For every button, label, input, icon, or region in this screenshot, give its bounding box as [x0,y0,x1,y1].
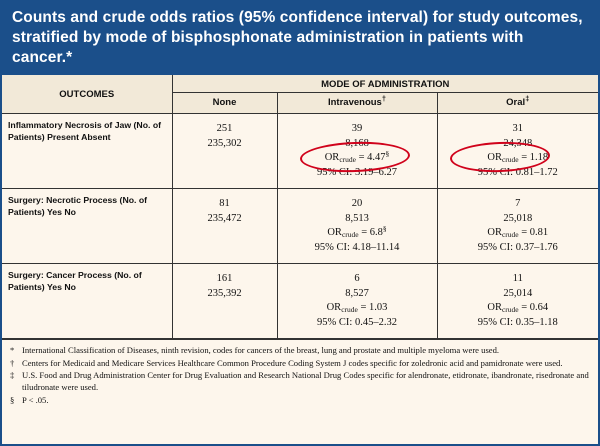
or-significance-mark: § [382,224,387,234]
cell-row2-none [172,189,277,264]
footnote-text: U.S. Food and Drug Administration Center for Drug Evaluation and Research National Drug Codes specific for alendronate, etidronate, ibandronate, risedronate and tiludronate were used. [22,370,589,393]
cell-row1-oral-total: 24,348 [503,137,533,149]
cell-row1-iv-ci: 95% CI: 3.19–6.27 [317,166,397,178]
or-label: OR [324,152,340,164]
cell-row2-none-total: 235,472 [207,212,242,224]
results-table [2,75,598,339]
cell-row2-none-count: 81 [219,198,230,210]
footnote-mark: * [10,345,15,356]
footnote-text: Centers for Medicaid and Medicare Services Healthcare Common Procedure Coding System J codes specific for zoledronic acid and pamidronate were used. [22,357,563,368]
cell-row3-oral-count: 11 [512,273,523,285]
cell-row2-oral [437,189,598,264]
or-value: = 6.8 [358,227,383,239]
table-row [2,189,598,264]
cell-row1-oral-ci: 95% CI: 0.81–1.72 [477,166,558,178]
footnote-text: P < .05. [22,394,49,405]
cell-row2-intravenous [277,189,437,264]
footnote-item [10,358,590,370]
or-subscript: crude [341,230,359,240]
cell-row1-none-total: 235,302 [207,137,242,149]
cell-row1-iv-or [280,151,435,165]
or-value: = 0.64 [518,302,549,314]
footnote-mark: ‡ [10,370,15,381]
row-sublabel-no: No [64,206,76,217]
or-subscript: crude [501,155,519,165]
or-subscript: crude [341,305,358,315]
cell-row3-iv-total: 8,527 [345,287,369,299]
cell-row1-iv-count: 39 [351,123,363,135]
or-subscript: crude [339,155,356,165]
cell-row1-oral-or [440,151,597,165]
column-header-none-label: None [212,97,237,109]
or-subscript: crude [501,305,519,315]
cell-row3-oral-or [440,301,597,315]
cell-row2-iv-total: 8,513 [345,212,369,224]
or-value: = 1.18 [518,152,549,164]
cell-row1-intravenous [277,114,437,189]
column-header-oral-mark: ‡ [525,94,530,104]
or-label: OR [487,302,502,314]
table-header-row-top [2,75,598,93]
column-header-intravenous-label: Intravenous [327,97,382,109]
cell-row1-iv-total: 8,168 [345,137,369,149]
row-label-surgery-necrotic [2,189,172,264]
or-label: OR [327,227,342,239]
or-label: OR [487,152,502,164]
cell-row3-iv-count: 6 [354,273,360,285]
row-sublabel-present: Present [47,131,79,142]
column-header-oral-label: Oral [506,97,526,109]
cell-row3-none [172,264,277,339]
cell-row3-none-total: 235,392 [207,287,242,299]
footnote-item [10,345,590,357]
cell-row2-iv-or [280,226,435,240]
or-value: = 4.47 [355,152,386,164]
cell-row1-oral [437,114,598,189]
column-header-none [172,93,277,114]
cell-row3-iv-or [280,301,435,315]
row-label-line-1: Surgery: Cancer Process [8,270,112,281]
column-header-oral [437,93,598,114]
row-label-inflammatory-necrosis [2,114,172,189]
row-sublabel-yes: Yes [46,206,62,217]
cell-row3-oral-total: 25,014 [503,287,533,299]
row-label-line-2: Jaw (No. of Patients) [8,120,162,142]
or-label: OR [326,302,342,314]
cell-row1-none-count: 251 [216,123,233,135]
footnote-mark: § [10,394,15,405]
cell-row1-none [172,114,277,189]
cell-row3-none-count: 161 [216,273,233,285]
row-sublabel-absent: Absent [81,131,111,142]
or-value: = 0.81 [518,227,549,239]
cell-row3-iv-ci: 95% CI: 0.45–2.32 [317,316,397,328]
cell-row2-oral-count: 7 [515,198,521,210]
table-row [2,114,598,189]
column-header-mode: MODE OF ADMINISTRATION [172,75,598,93]
footnote-text: International Classification of Diseases, ninth revision, codes for cancers of the breast, lung and prostate and multiple myeloma were used. [22,345,500,356]
or-value: = 1.03 [357,302,388,314]
cell-row2-iv-ci: 95% CI: 4.18–11.14 [314,241,400,253]
or-label: OR [487,227,502,239]
cell-row2-oral-total: 25,018 [503,212,533,224]
or-subscript: crude [501,230,519,240]
cell-row2-oral-ci: 95% CI: 0.37–1.76 [477,241,558,253]
page-title: Counts and crude odds ratios (95% confidence interval) for study outcomes, stratified by mode of bisphosphonate administration in patients with cancer.* [2,2,598,75]
cell-row3-intravenous [277,264,437,339]
cell-row2-oral-or [440,226,597,240]
row-label-line-2: (No. of Patients) [8,270,142,292]
row-label-line-1: Inflammatory Necrosis of [8,120,113,131]
cell-row3-oral-ci: 95% CI: 0.35–1.18 [477,316,558,328]
cell-row2-iv-count: 20 [351,198,363,210]
row-sublabel-no: No [64,281,76,292]
or-significance-mark: § [385,149,390,159]
row-label-line-2: Process (No. of Patients) [8,195,148,217]
row-label-surgery-cancer [2,264,172,339]
footnote-mark: † [10,357,15,368]
column-header-intravenous [277,93,437,114]
footnotes [2,339,598,411]
column-header-intravenous-mark: † [381,94,387,104]
footnote-item [10,395,590,407]
table-row [2,264,598,339]
cell-row1-oral-count: 31 [512,123,524,135]
row-label-line-1: Surgery: Necrotic [8,195,81,206]
row-sublabel-yes: Yes [46,281,62,292]
cell-row3-oral [437,264,598,339]
footnote-item [10,370,590,393]
column-header-outcomes: OUTCOMES [2,75,172,114]
